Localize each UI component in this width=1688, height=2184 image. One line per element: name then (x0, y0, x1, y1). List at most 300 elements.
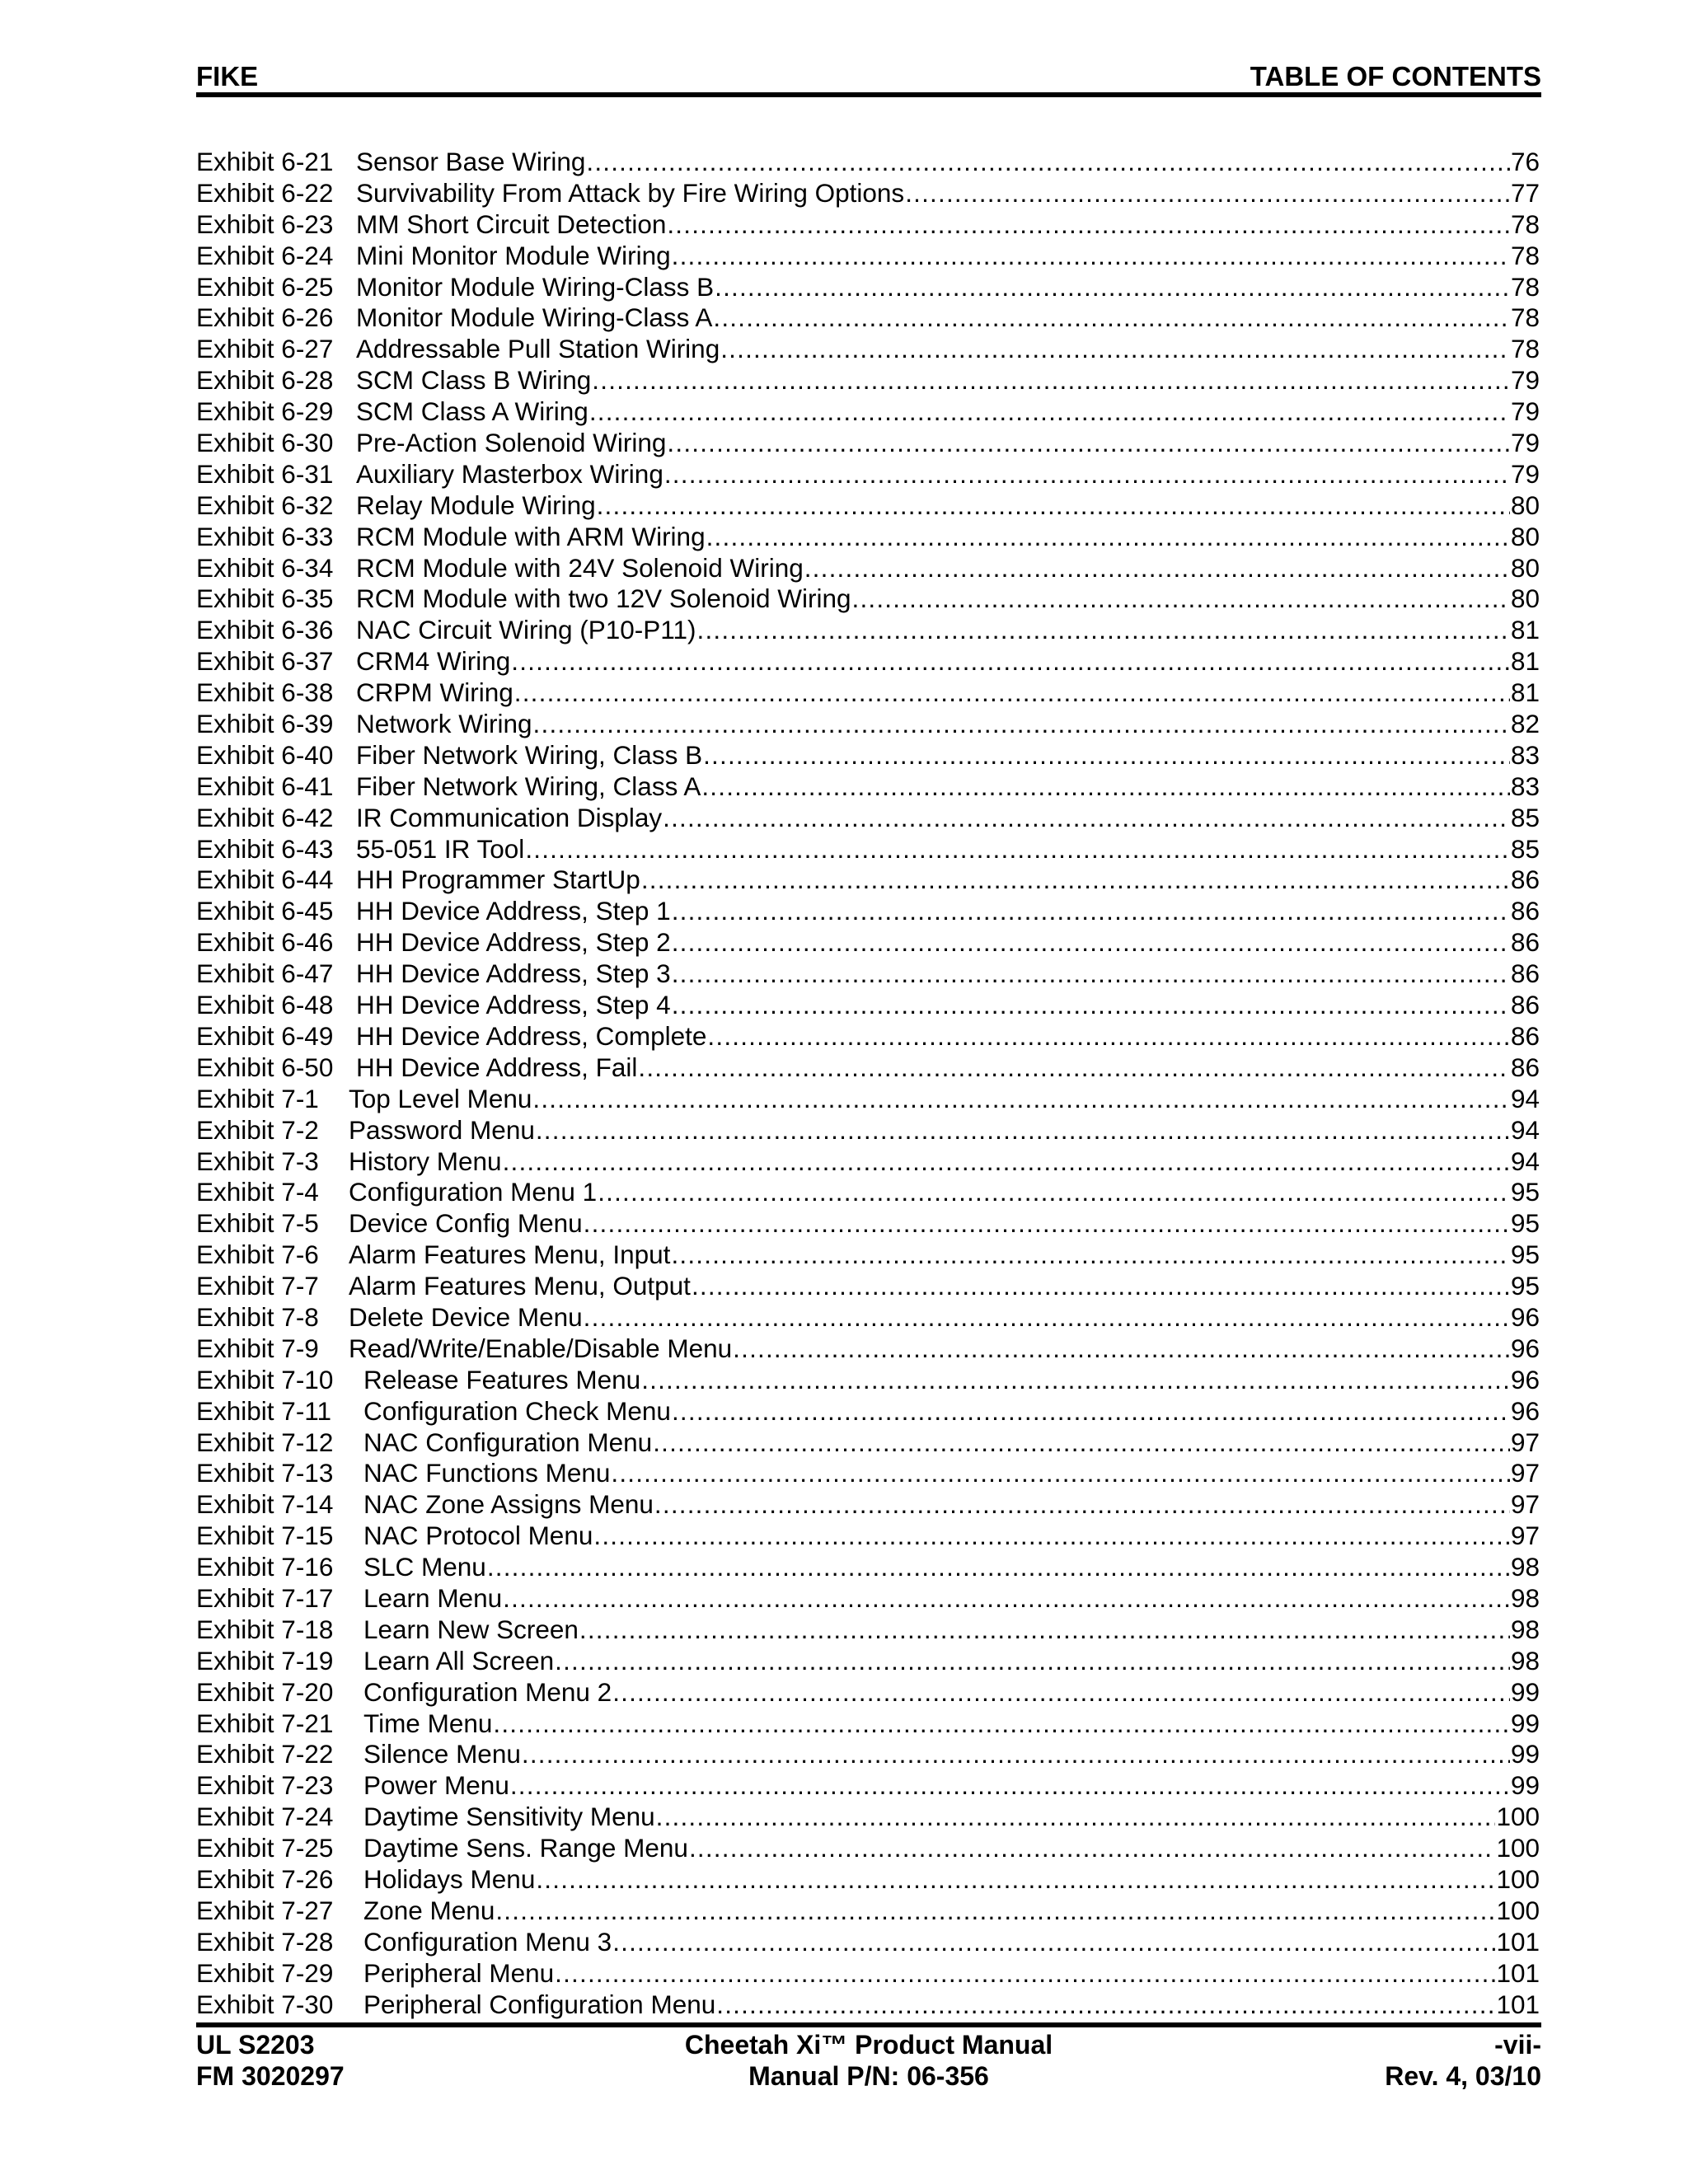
toc-entry[interactable] (196, 990, 1540, 1021)
header-company: FIKE (196, 61, 259, 91)
dot-leader (667, 209, 1510, 241)
exhibit-title: NAC Zone Assigns Menu (363, 1489, 654, 1520)
header-rule (196, 92, 1541, 97)
toc-entry[interactable] (196, 1646, 1540, 1677)
footer-ul-listing: UL S2203 (196, 2030, 315, 2060)
page-number: 101 (1496, 1926, 1540, 1957)
dot-leader (579, 1615, 1510, 1646)
toc-entry[interactable] (196, 740, 1540, 771)
exhibit-title: Release Features Menu (363, 1364, 641, 1394)
exhibit-title: Top Level Menu (349, 1083, 532, 1113)
toc-entry[interactable] (196, 834, 1540, 865)
page-number: 81 (1510, 646, 1540, 677)
toc-entry[interactable] (196, 927, 1540, 958)
toc-entry[interactable] (196, 1927, 1540, 1958)
toc-entry[interactable] (196, 302, 1540, 334)
toc-entry[interactable] (196, 1521, 1540, 1552)
dot-leader (706, 522, 1510, 553)
exhibit-label: Exhibit 7-15 (196, 1521, 334, 1551)
toc-entry[interactable] (196, 1396, 1540, 1427)
exhibit-title: Sensor Base Wiring (356, 147, 586, 176)
toc-entry[interactable] (196, 209, 1540, 241)
exhibit-label: Exhibit 6-33 (196, 521, 334, 551)
exhibit-label: Exhibit 6-38 (196, 677, 334, 708)
exhibit-title: Relay Module Wiring (356, 490, 596, 520)
exhibit-label: Exhibit 6-44 (196, 865, 334, 895)
exhibit-label: Exhibit 7-11 (196, 1395, 332, 1426)
exhibit-title: HH Programmer StartUp (356, 865, 640, 895)
toc-entry[interactable] (196, 490, 1540, 522)
dot-leader (672, 990, 1510, 1021)
toc-entry[interactable] (196, 1146, 1540, 1178)
exhibit-title: HH Device Address, Step 1 (356, 896, 671, 926)
dot-leader (495, 1896, 1495, 1927)
toc-entry[interactable] (196, 1802, 1540, 1833)
dot-leader (905, 178, 1510, 209)
toc-entry[interactable] (196, 1302, 1540, 1333)
exhibit-label: Exhibit 7-25 (196, 1833, 334, 1863)
exhibit-label: Exhibit 7-5 (196, 1208, 319, 1239)
dot-leader (611, 1458, 1510, 1489)
exhibit-label: Exhibit 7-9 (196, 1333, 319, 1363)
dot-leader (592, 365, 1510, 396)
exhibit-title: HH Device Address, Complete (356, 1020, 707, 1051)
toc-entry[interactable] (196, 1021, 1540, 1052)
toc-entry[interactable] (196, 709, 1540, 740)
page-number: 86 (1510, 927, 1540, 958)
toc-entry[interactable] (196, 1990, 1540, 2021)
exhibit-label: Exhibit 7-22 (196, 1739, 334, 1769)
exhibit-title: HH Device Address, Step 4 (356, 990, 671, 1020)
page-number: 99 (1510, 1676, 1540, 1707)
page-number: 97 (1510, 1521, 1540, 1551)
exhibit-label: Exhibit 6-40 (196, 739, 334, 770)
page-number: 98 (1510, 1614, 1540, 1644)
page-number: 99 (1510, 1739, 1540, 1769)
toc-entry[interactable] (196, 803, 1540, 834)
dot-leader (671, 1240, 1510, 1271)
toc-entry[interactable] (196, 178, 1540, 209)
page-number: 85 (1510, 802, 1540, 832)
dot-leader (692, 1271, 1510, 1302)
page-number: 86 (1510, 990, 1540, 1020)
exhibit-title: Learn Menu (363, 1582, 503, 1613)
dot-leader (641, 865, 1510, 896)
page-number: 78 (1510, 302, 1540, 333)
exhibit-label: Exhibit 7-7 (196, 1271, 319, 1301)
dot-leader (503, 1583, 1510, 1615)
toc-entry[interactable] (196, 1896, 1540, 1927)
page-number: 79 (1510, 428, 1540, 458)
page-number: 78 (1510, 209, 1540, 239)
page-number: 97 (1510, 1489, 1540, 1520)
dot-leader (532, 1084, 1510, 1115)
exhibit-label: Exhibit 6-35 (196, 583, 334, 614)
page-number: 97 (1510, 1427, 1540, 1457)
dot-leader (510, 1770, 1510, 1802)
page-number: 94 (1510, 1146, 1540, 1176)
exhibit-title: Configuration Menu 1 (349, 1177, 598, 1207)
toc-entry[interactable] (196, 1958, 1540, 1990)
toc-entry[interactable] (196, 241, 1540, 272)
dot-leader (804, 553, 1510, 584)
page-number: 85 (1510, 833, 1540, 864)
dot-leader (654, 1489, 1510, 1521)
exhibit-title: RCM Module with ARM Wiring (356, 521, 706, 551)
dot-leader (612, 1677, 1510, 1708)
toc-entry[interactable] (196, 1489, 1540, 1521)
exhibit-title: CRPM Wiring (356, 677, 513, 708)
page-number: 95 (1510, 1208, 1540, 1239)
page-number: 94 (1510, 1083, 1540, 1113)
exhibit-label: Exhibit 6-47 (196, 958, 334, 989)
exhibit-label: Exhibit 6-24 (196, 240, 334, 270)
exhibit-label: Exhibit 6-49 (196, 1020, 334, 1051)
toc-entry[interactable] (196, 958, 1540, 990)
exhibit-label: Exhibit 7-6 (196, 1240, 319, 1270)
toc-entry[interactable] (196, 334, 1540, 365)
page-number: 100 (1496, 1863, 1540, 1894)
exhibit-title: HH Device Address, Step 3 (356, 958, 671, 989)
exhibit-label: Exhibit 6-25 (196, 271, 334, 302)
dot-leader (716, 1990, 1495, 2021)
page-number: 86 (1510, 865, 1540, 895)
page-number: 80 (1510, 521, 1540, 551)
exhibit-title: HH Device Address, Step 2 (356, 927, 671, 958)
dot-leader (852, 583, 1510, 615)
toc-entry[interactable] (196, 583, 1540, 615)
page-number: 80 (1510, 583, 1540, 614)
page-number: 80 (1510, 552, 1540, 583)
page-number: 95 (1510, 1240, 1540, 1270)
dot-leader (536, 1115, 1510, 1146)
exhibit-label: Exhibit 6-30 (196, 428, 334, 458)
exhibit-title: Silence Menu (363, 1739, 521, 1769)
toc-entry[interactable] (196, 1708, 1540, 1740)
toc-entry[interactable] (196, 272, 1540, 303)
exhibit-title: Password Menu (349, 1114, 535, 1145)
exhibit-title: Daytime Sens. Range Menu (363, 1833, 688, 1863)
toc-entry[interactable] (196, 553, 1540, 584)
toc-entry[interactable] (196, 896, 1540, 927)
footer-manual-title: Cheetah Xi™ Product Manual (684, 2030, 1053, 2060)
page-number: 76 (1510, 147, 1540, 176)
exhibit-title: Peripheral Configuration Menu (363, 1989, 716, 2019)
dot-leader (555, 1646, 1510, 1677)
dot-leader (672, 927, 1510, 958)
dot-leader (493, 1708, 1510, 1740)
exhibit-title: HH Device Address, Fail (356, 1052, 638, 1082)
exhibit-label: Exhibit 6-43 (196, 833, 334, 864)
toc-entry[interactable] (196, 1770, 1540, 1802)
exhibit-title: SLC Menu (363, 1552, 486, 1582)
dot-leader (589, 396, 1510, 428)
exhibit-label: Exhibit 7-10 (196, 1364, 334, 1394)
page-number: 86 (1510, 896, 1540, 926)
exhibit-title: SCM Class A Wiring (356, 396, 588, 427)
toc-entry[interactable] (196, 428, 1540, 459)
exhibit-title: Fiber Network Wiring, Class A (356, 771, 701, 801)
dot-leader (672, 958, 1510, 990)
exhibit-title: Mini Monitor Module Wiring (356, 240, 671, 270)
dot-leader (487, 1552, 1510, 1583)
exhibit-title: NAC Protocol Menu (363, 1521, 593, 1551)
page-number: 86 (1510, 1052, 1540, 1082)
toc-entry[interactable] (196, 865, 1540, 896)
exhibit-label: Exhibit 7-28 (196, 1926, 334, 1957)
exhibit-label: Exhibit 6-48 (196, 990, 334, 1020)
exhibit-label: Exhibit 6-34 (196, 552, 334, 583)
exhibit-label: Exhibit 7-26 (196, 1863, 334, 1894)
exhibit-title: Configuration Menu 3 (363, 1926, 612, 1957)
page-number: 86 (1510, 1020, 1540, 1051)
page-number: 98 (1510, 1552, 1540, 1582)
footer-part-number: Manual P/N: 06-356 (748, 2061, 989, 2091)
exhibit-title: NAC Configuration Menu (363, 1427, 653, 1457)
toc-entry[interactable] (196, 1833, 1540, 1864)
dot-leader (598, 1177, 1510, 1208)
exhibit-label: Exhibit 6-50 (196, 1052, 334, 1082)
exhibit-title: NAC Circuit Wiring (P10-P11) (356, 615, 696, 645)
page-number: 100 (1496, 1895, 1540, 1925)
toc-entry[interactable] (196, 147, 1540, 178)
page-number: 96 (1510, 1364, 1540, 1394)
toc-list (196, 147, 1540, 2020)
exhibit-label: Exhibit 7-30 (196, 1989, 334, 2019)
page-number: 95 (1510, 1271, 1540, 1301)
page-number: 80 (1510, 490, 1540, 520)
toc-entry[interactable] (196, 771, 1540, 803)
exhibit-label: Exhibit 6-26 (196, 302, 334, 333)
toc-entry[interactable] (196, 1615, 1540, 1646)
exhibit-title: Power Menu (363, 1770, 509, 1801)
toc-entry[interactable] (196, 396, 1540, 428)
page-number: 100 (1496, 1802, 1540, 1832)
toc-entry[interactable] (196, 1365, 1540, 1396)
exhibit-label: Exhibit 6-37 (196, 646, 334, 677)
exhibit-label: Exhibit 6-36 (196, 615, 334, 645)
page-number: 98 (1510, 1645, 1540, 1675)
exhibit-label: Exhibit 6-23 (196, 209, 334, 239)
dot-leader (525, 834, 1510, 865)
exhibit-label: Exhibit 6-21 (196, 147, 334, 176)
header-section-title: TABLE OF CONTENTS (1250, 61, 1541, 91)
toc-entry[interactable] (196, 1739, 1540, 1770)
page-number: 79 (1510, 458, 1540, 489)
exhibit-title: Delete Device Menu (349, 1301, 583, 1332)
exhibit-title: Holidays Menu (363, 1863, 536, 1894)
exhibit-title: IR Communication Display (356, 802, 663, 832)
dot-leader (533, 709, 1510, 740)
exhibit-title: Read/Write/Enable/Disable Menu (349, 1333, 733, 1363)
toc-entry[interactable] (196, 1864, 1540, 1896)
dot-leader (522, 1739, 1510, 1770)
exhibit-label: Exhibit 6-41 (196, 771, 334, 801)
exhibit-label: Exhibit 7-23 (196, 1770, 334, 1801)
exhibit-label: Exhibit 7-20 (196, 1676, 334, 1707)
page-number: 77 (1510, 177, 1540, 208)
page-number: 100 (1496, 1833, 1540, 1863)
exhibit-label: Exhibit 7-3 (196, 1146, 319, 1176)
exhibit-title: Fiber Network Wiring, Class B (356, 739, 703, 770)
toc-entry[interactable] (196, 1084, 1540, 1115)
toc-entry[interactable] (196, 1333, 1540, 1365)
exhibit-title: RCM Module with 24V Solenoid Wiring (356, 552, 804, 583)
exhibit-label: Exhibit 7-27 (196, 1895, 334, 1925)
exhibit-label: Exhibit 7-19 (196, 1645, 334, 1675)
page-number: 78 (1510, 334, 1540, 364)
exhibit-label: Exhibit 7-14 (196, 1489, 334, 1520)
exhibit-label: Exhibit 7-29 (196, 1957, 334, 1988)
exhibit-label: Exhibit 6-42 (196, 802, 334, 832)
exhibit-title: Configuration Check Menu (363, 1395, 671, 1426)
exhibit-label: Exhibit 7-21 (196, 1708, 334, 1738)
dot-leader (701, 771, 1510, 803)
page-number: 79 (1510, 365, 1540, 396)
toc-entry[interactable] (196, 1115, 1540, 1146)
page-number: 99 (1510, 1708, 1540, 1738)
dot-leader (689, 1833, 1495, 1864)
dot-leader (713, 302, 1510, 334)
page-number: 96 (1510, 1395, 1540, 1426)
toc-entry[interactable] (196, 1208, 1540, 1240)
exhibit-label: Exhibit 7-12 (196, 1427, 334, 1457)
dot-leader (703, 740, 1510, 771)
dot-leader (720, 334, 1510, 365)
exhibit-label: Exhibit 6-32 (196, 490, 334, 520)
exhibit-label: Exhibit 6-46 (196, 927, 334, 958)
dot-leader (503, 1146, 1510, 1178)
page-header (196, 56, 1541, 92)
dot-leader (511, 646, 1510, 677)
exhibit-title: Network Wiring (356, 709, 532, 739)
toc-entry[interactable] (196, 365, 1540, 396)
exhibit-label: Exhibit 6-22 (196, 177, 334, 208)
exhibit-title: Monitor Module Wiring-Class B (356, 271, 715, 302)
dot-leader (672, 1396, 1510, 1427)
dot-leader (641, 1365, 1510, 1396)
exhibit-label: Exhibit 7-1 (196, 1083, 319, 1113)
exhibit-title: Zone Menu (363, 1895, 495, 1925)
page-number: 95 (1510, 1177, 1540, 1207)
exhibit-title: Monitor Module Wiring-Class A (356, 302, 713, 333)
document-page (196, 0, 1541, 2184)
page-number: 101 (1496, 1957, 1540, 1988)
exhibit-title: Auxiliary Masterbox Wiring (356, 458, 663, 489)
exhibit-label: Exhibit 7-4 (196, 1177, 319, 1207)
dot-leader (584, 1302, 1510, 1333)
toc-entry[interactable] (196, 1552, 1540, 1583)
page-number: 101 (1496, 1989, 1540, 2019)
exhibit-label: Exhibit 7-24 (196, 1802, 334, 1832)
toc-entry[interactable] (196, 459, 1540, 490)
page-number: 99 (1510, 1770, 1540, 1801)
footer-page-number: -vii- (1494, 2030, 1541, 2060)
dot-leader (672, 241, 1510, 272)
exhibit-title: Time Menu (363, 1708, 493, 1738)
footer-fm-approval: FM 3020297 (196, 2061, 345, 2091)
toc-entry[interactable] (196, 1677, 1540, 1708)
page-number: 86 (1510, 958, 1540, 989)
exhibit-title: Configuration Menu 2 (363, 1676, 612, 1707)
dot-leader (514, 677, 1510, 709)
exhibit-title: SCM Class B Wiring (356, 365, 592, 396)
exhibit-title: History Menu (349, 1146, 502, 1176)
exhibit-label: Exhibit 7-18 (196, 1614, 334, 1644)
dot-leader (653, 1427, 1510, 1459)
exhibit-title: RCM Module with two 12V Solenoid Wiring (356, 583, 851, 614)
page-number: 79 (1510, 396, 1540, 427)
exhibit-title: Learn All Screen (363, 1645, 555, 1675)
dot-leader (638, 1052, 1510, 1084)
page-number: 96 (1510, 1333, 1540, 1363)
exhibit-label: Exhibit 6-28 (196, 365, 334, 396)
dot-leader (593, 1521, 1510, 1552)
dot-leader (656, 1802, 1496, 1833)
page-number: 83 (1510, 739, 1540, 770)
exhibit-title: 55-051 IR Tool (356, 833, 525, 864)
exhibit-title: Device Config Menu (349, 1208, 583, 1239)
exhibit-label: Exhibit 6-29 (196, 396, 334, 427)
toc-entry[interactable] (196, 1177, 1540, 1208)
dot-leader (536, 1864, 1495, 1896)
exhibit-title: Peripheral Menu (363, 1957, 555, 1988)
exhibit-title: Alarm Features Menu, Input (349, 1240, 671, 1270)
exhibit-label: Exhibit 6-45 (196, 896, 334, 926)
page-number: 98 (1510, 1582, 1540, 1613)
exhibit-title: NAC Functions Menu (363, 1458, 611, 1488)
toc-entry[interactable] (196, 1458, 1540, 1489)
toc-entry[interactable] (196, 677, 1540, 709)
toc-entry[interactable] (196, 522, 1540, 553)
exhibit-title: CRM4 Wiring (356, 646, 511, 677)
toc-entry[interactable] (196, 1271, 1540, 1302)
dot-leader (584, 1208, 1510, 1240)
page-number: 82 (1510, 709, 1540, 739)
toc-entry[interactable] (196, 646, 1540, 677)
page-number: 78 (1510, 271, 1540, 302)
exhibit-label: Exhibit 6-27 (196, 334, 334, 364)
exhibit-label: Exhibit 7-16 (196, 1552, 334, 1582)
toc-entry[interactable] (196, 1427, 1540, 1459)
footer-revision: Rev. 4, 03/10 (1385, 2061, 1541, 2091)
toc-entry[interactable] (196, 1052, 1540, 1084)
page-number: 96 (1510, 1301, 1540, 1332)
dot-leader (672, 896, 1510, 927)
exhibit-title: Pre-Action Solenoid Wiring (356, 428, 667, 458)
exhibit-title: Daytime Sensitivity Menu (363, 1802, 655, 1832)
page-number: 81 (1510, 615, 1540, 645)
toc-entry[interactable] (196, 1240, 1540, 1271)
dot-leader (733, 1333, 1510, 1365)
exhibit-label: Exhibit 6-31 (196, 458, 334, 489)
exhibit-label: Exhibit 7-2 (196, 1114, 319, 1145)
footer-rule (196, 2022, 1541, 2027)
dot-leader (663, 803, 1510, 834)
page-number: 81 (1510, 677, 1540, 708)
toc-entry[interactable] (196, 1583, 1540, 1615)
exhibit-title: MM Short Circuit Detection (356, 209, 667, 239)
page-number: 97 (1510, 1458, 1540, 1488)
exhibit-label: Exhibit 7-13 (196, 1458, 334, 1488)
dot-leader (697, 615, 1510, 646)
page-footer (196, 2029, 1541, 2092)
dot-leader (555, 1958, 1495, 1990)
toc-entry[interactable] (196, 615, 1540, 646)
exhibit-label: Exhibit 7-17 (196, 1582, 334, 1613)
exhibit-title: Learn New Screen (363, 1614, 579, 1644)
exhibit-title: Survivability From Attack by Fire Wiring Options (356, 177, 905, 208)
